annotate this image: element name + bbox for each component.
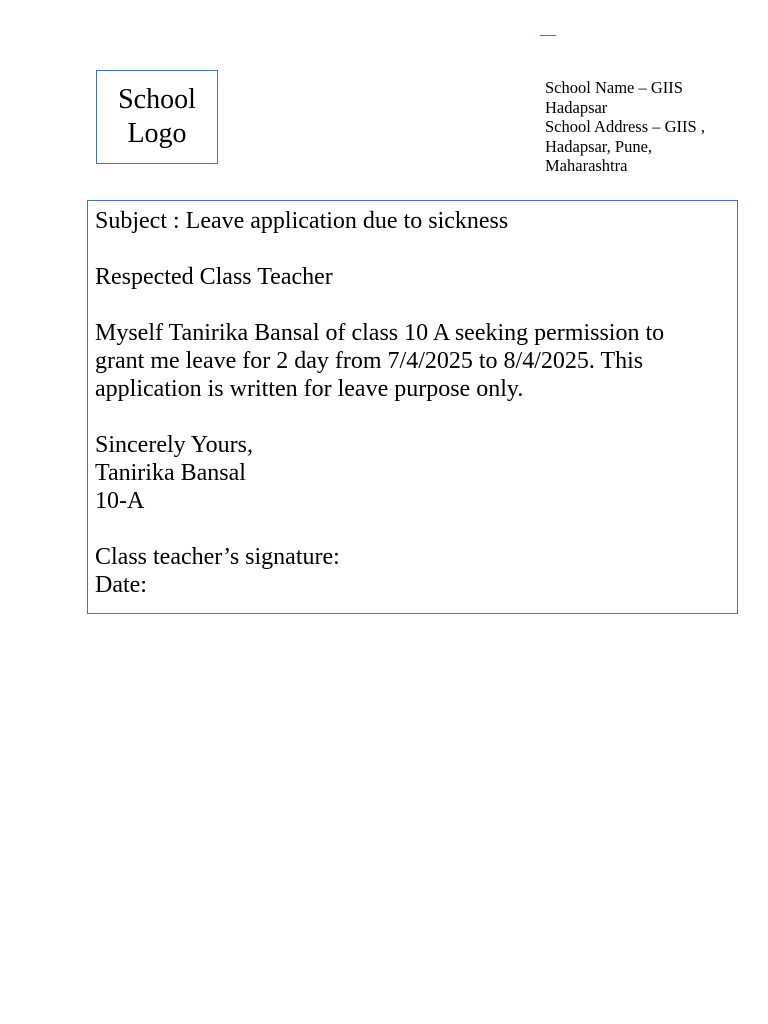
- spacer: [95, 515, 731, 543]
- school-address: School Address – GIIS , Hadapsar, Pune, Maharashtra: [545, 117, 705, 175]
- spacer: [95, 291, 731, 319]
- sender-name: Tanirika Bansal: [95, 460, 246, 486]
- date-label: Date:: [95, 572, 147, 598]
- signature-label: Class teacher’s signature:: [95, 544, 340, 570]
- letter-closing: Sincerely Yours,: [95, 432, 254, 458]
- school-logo-text: School Logo: [118, 84, 196, 149]
- letter-body-line-2: grant me leave for 2 day from 7/4/2025 to 8/4/2025. This: [95, 348, 644, 374]
- letter-body-line-3: application is written for leave purpose only.: [95, 376, 524, 402]
- spacer: [95, 403, 731, 431]
- spacer: [95, 235, 731, 263]
- school-logo-box: [96, 70, 218, 164]
- letter-salutation: Respected Class Teacher: [95, 264, 333, 290]
- letter-subject: Subject : Leave application due to sickness: [95, 208, 509, 234]
- letter-body-line-1: Myself Tanirika Bansal of class 10 A seeking permission to: [95, 320, 665, 346]
- sender-class: 10-A: [95, 488, 145, 514]
- letter-body-box: [87, 200, 738, 614]
- school-name: School Name – GIIS Hadapsar: [545, 78, 683, 117]
- top-divider-mark: [540, 35, 556, 36]
- school-info: [545, 78, 745, 176]
